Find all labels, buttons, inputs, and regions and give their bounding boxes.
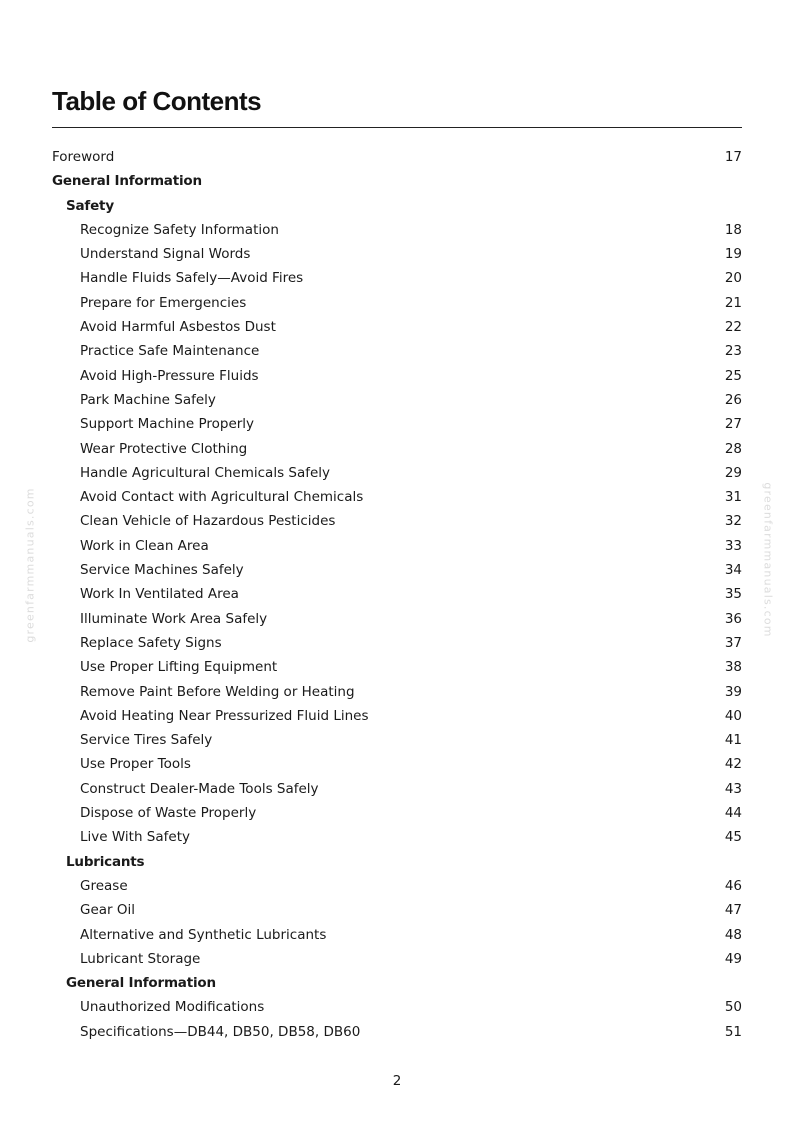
toc-entry[interactable] bbox=[52, 655, 742, 679]
toc-entry-page: 25 bbox=[724, 367, 742, 384]
toc-entry[interactable] bbox=[52, 291, 742, 315]
toc-entry[interactable] bbox=[52, 412, 742, 436]
toc-entry[interactable] bbox=[52, 923, 742, 947]
toc-entry-label: General Information bbox=[52, 173, 202, 190]
toc-entry[interactable] bbox=[52, 704, 742, 728]
toc-entry-page: 44 bbox=[724, 805, 742, 822]
toc-entry-label: Specifications—DB44, DB50, DB58, DB60 bbox=[80, 1023, 361, 1040]
toc-entry[interactable] bbox=[52, 680, 742, 704]
toc-entry-label: Service Tires Safely bbox=[80, 732, 213, 749]
toc-entry[interactable] bbox=[52, 437, 742, 461]
toc-entry[interactable] bbox=[52, 485, 742, 509]
toc-entry-label: Service Machines Safely bbox=[80, 562, 244, 579]
toc-entry[interactable] bbox=[52, 777, 742, 801]
toc-entry-page: 34 bbox=[724, 562, 742, 579]
toc-entry[interactable] bbox=[52, 947, 742, 971]
toc-entry[interactable] bbox=[52, 509, 742, 533]
toc-entry-label: Remove Paint Before Welding or Heating bbox=[80, 683, 355, 700]
toc-entry-page: 33 bbox=[724, 537, 742, 554]
toc-entry[interactable] bbox=[52, 631, 742, 655]
toc-entry-page: 19 bbox=[724, 246, 742, 263]
toc-entry-page: 26 bbox=[724, 391, 742, 408]
toc-entry-label: Avoid Contact with Agricultural Chemicals bbox=[80, 489, 364, 506]
toc-entry-label: Replace Safety Signs bbox=[80, 634, 222, 651]
toc-entry-label: Handle Fluids Safely—Avoid Fires bbox=[80, 270, 304, 287]
toc-section-heading bbox=[52, 850, 742, 874]
toc-entry-label: Use Proper Tools bbox=[80, 756, 191, 773]
toc-entry[interactable] bbox=[52, 145, 742, 169]
toc-entry-page: 49 bbox=[724, 950, 742, 967]
toc-entry[interactable] bbox=[52, 607, 742, 631]
toc-entry-label: Unauthorized Modifications bbox=[80, 999, 265, 1016]
toc-entry[interactable] bbox=[52, 315, 742, 339]
toc-entry-page: 21 bbox=[724, 294, 742, 311]
toc-entry-label: Gear Oil bbox=[80, 902, 136, 919]
toc-entry[interactable] bbox=[52, 825, 742, 849]
title-divider bbox=[52, 127, 742, 128]
toc-entry[interactable] bbox=[52, 801, 742, 825]
toc-entry-page: 35 bbox=[724, 586, 742, 603]
toc-entry-label: Lubricants bbox=[66, 853, 145, 870]
toc-entry[interactable] bbox=[52, 266, 742, 290]
toc-entry-page: 41 bbox=[724, 732, 742, 749]
toc-section-heading bbox=[52, 971, 742, 995]
toc-entry-page: 31 bbox=[724, 489, 742, 506]
toc-entry-label: Clean Vehicle of Hazardous Pesticides bbox=[80, 513, 336, 530]
toc-entry-label: Wear Protective Clothing bbox=[80, 440, 248, 457]
toc-entry-label: Handle Agricultural Chemicals Safely bbox=[80, 464, 331, 481]
toc-entry[interactable] bbox=[52, 995, 742, 1019]
toc-entry-label: General Information bbox=[66, 975, 216, 992]
toc-entry[interactable] bbox=[52, 558, 742, 582]
toc-entry-label: Illuminate Work Area Safely bbox=[80, 610, 268, 627]
toc-entry[interactable] bbox=[52, 242, 742, 266]
toc-entry[interactable] bbox=[52, 461, 742, 485]
toc-entry-label: Grease bbox=[80, 877, 128, 894]
toc-section-heading bbox=[52, 194, 742, 218]
toc-entry-label: Avoid Heating Near Pressurized Fluid Lines bbox=[80, 707, 369, 724]
toc-entry[interactable] bbox=[52, 339, 742, 363]
toc-entry[interactable] bbox=[52, 364, 742, 388]
toc-entry-label: Work In Ventilated Area bbox=[80, 586, 239, 603]
toc-entry-page: 22 bbox=[724, 319, 742, 336]
toc-entry[interactable] bbox=[52, 752, 742, 776]
toc-entry[interactable] bbox=[52, 874, 742, 898]
toc-entry-label: Understand Signal Words bbox=[80, 246, 251, 263]
toc-entry-page: 51 bbox=[724, 1023, 742, 1040]
toc-entry-label: Use Proper Lifting Equipment bbox=[80, 659, 278, 676]
toc-entry-page: 36 bbox=[724, 610, 742, 627]
watermark-right: greenfarmmanuals.com bbox=[761, 482, 775, 638]
toc-entry[interactable] bbox=[52, 898, 742, 922]
toc-entry-page: 50 bbox=[724, 999, 742, 1016]
page-title: Table of Contents bbox=[52, 86, 262, 116]
toc-entry-page: 27 bbox=[724, 416, 742, 433]
toc-entry-label: Park Machine Safely bbox=[80, 391, 216, 408]
toc-entry-page: 32 bbox=[724, 513, 742, 530]
toc-entry-label: Avoid High-Pressure Fluids bbox=[80, 367, 259, 384]
toc-entry-page: 23 bbox=[724, 343, 742, 360]
toc-entry-label: Alternative and Synthetic Lubricants bbox=[80, 926, 327, 943]
toc-entry[interactable] bbox=[52, 582, 742, 606]
toc-entry-label: Prepare for Emergencies bbox=[80, 294, 247, 311]
toc-entry[interactable] bbox=[52, 218, 742, 242]
toc-entry-label: Support Machine Properly bbox=[80, 416, 255, 433]
toc-entry-page: 38 bbox=[724, 659, 742, 676]
toc-entry-page: 17 bbox=[724, 149, 742, 165]
toc-section-heading bbox=[52, 169, 742, 193]
toc-entry[interactable] bbox=[52, 388, 742, 412]
toc-entry-page: 20 bbox=[724, 270, 742, 287]
toc-entry-page: 48 bbox=[724, 926, 742, 943]
toc-entry-page: 39 bbox=[724, 683, 742, 700]
toc-entry-label: Safety bbox=[66, 197, 114, 214]
toc-entry-label: Construct Dealer-Made Tools Safely bbox=[80, 780, 319, 797]
toc-entry-label: Work in Clean Area bbox=[80, 537, 209, 554]
toc-entry[interactable] bbox=[52, 1020, 742, 1044]
toc-entry-page: 45 bbox=[724, 829, 742, 846]
toc-entry-label: Practice Safe Maintenance bbox=[80, 343, 260, 360]
toc-entry[interactable] bbox=[52, 534, 742, 558]
toc-entry-page: 18 bbox=[724, 221, 742, 238]
page-number: 2 bbox=[392, 1073, 402, 1089]
table-of-contents bbox=[52, 145, 742, 1044]
toc-entry-label: Dispose of Waste Properly bbox=[80, 805, 257, 822]
toc-entry-page: 42 bbox=[724, 756, 742, 773]
toc-entry-page: 47 bbox=[724, 902, 742, 919]
toc-entry-page: 37 bbox=[724, 634, 742, 651]
toc-entry-page: 29 bbox=[724, 464, 742, 481]
toc-entry-page: 40 bbox=[724, 707, 742, 724]
toc-entry-label: Recognize Safety Information bbox=[80, 221, 279, 238]
toc-entry-label: Lubricant Storage bbox=[80, 950, 201, 967]
watermark-left: greenfarmmanuals.com bbox=[23, 487, 37, 643]
toc-entry-page: 28 bbox=[724, 440, 742, 457]
toc-entry-page: 43 bbox=[724, 780, 742, 797]
toc-entry[interactable] bbox=[52, 728, 742, 752]
toc-entry-label: Avoid Harmful Asbestos Dust bbox=[80, 319, 276, 336]
toc-entry-label: Live With Safety bbox=[80, 829, 190, 846]
toc-entry-label: Foreword bbox=[52, 149, 115, 165]
toc-entry-page: 46 bbox=[724, 877, 742, 894]
